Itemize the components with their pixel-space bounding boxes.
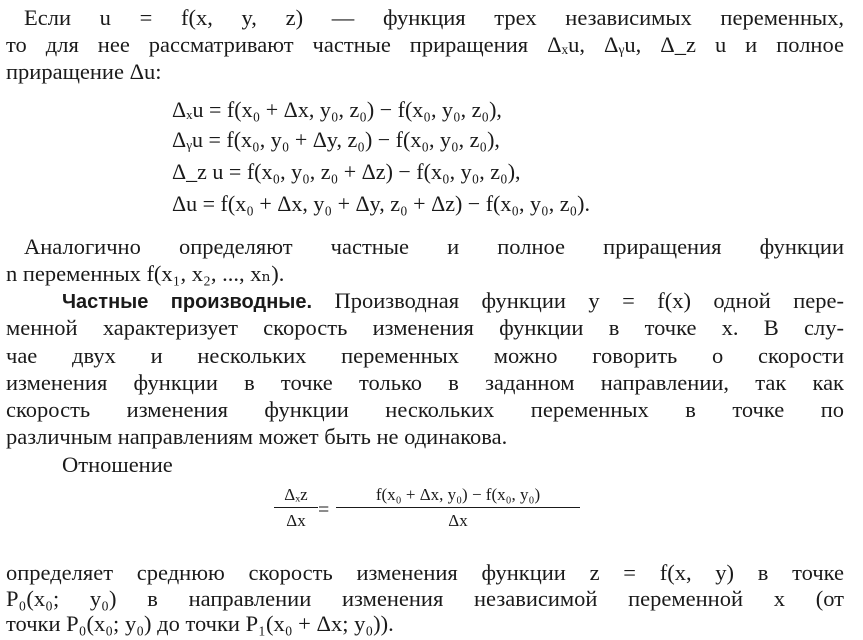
text-line: Аналогично определяют частные и полное приращения функции — [24, 234, 844, 259]
text-line: различным направлениям может быть не одинакова. — [6, 424, 508, 449]
fraction-right — [336, 484, 580, 532]
equals-sign: = — [318, 499, 330, 521]
text-line: чае двух и нескольких переменных можно говорить о скорости — [6, 343, 844, 368]
equation-line: Δ_z u = f(x₀, y₀, z₀ + Δz) − f(x₀, y₀, z₀), — [172, 159, 521, 184]
text-line: точки P₀(x₀; y₀) до точки P₁(x₀ + Δx; y₀)). — [6, 611, 394, 636]
equation-line: Δₓu = f(x₀ + Δx, y₀, z₀) − f(x₀, y₀, z₀), — [172, 97, 502, 122]
text-line: определяет среднюю скорость изменения функции z = f(x, y) в точке — [6, 560, 844, 585]
text-line: изменения функции в точке только в заданном направлении, так как — [6, 370, 844, 395]
text-line: менной характеризует скорость изменения функции в точке x. В слу- — [6, 315, 844, 340]
fraction-bar — [274, 507, 318, 508]
text-line: Если u = f(x, y, z) — функция трех независимых переменных, — [24, 5, 844, 30]
equation-line: Δu = f(x₀ + Δx, y₀ + Δy, z₀ + Δz) − f(x₀, y₀, z₀). — [172, 191, 590, 216]
text-line — [62, 287, 844, 316]
text-line: n переменных f(x₁, x₂, ..., xₙ). — [6, 261, 285, 286]
text-line: P₀(x₀; y₀) в направлении изменения независимой переменной x (от — [6, 586, 844, 611]
fraction-denominator: Δx — [448, 511, 468, 530]
fraction-denominator: Δx — [286, 511, 306, 530]
text-span: Производная функции y = f(x) одной пере- — [312, 288, 845, 313]
fraction-numerator: Δₓz — [284, 485, 308, 504]
fraction-bar — [336, 507, 580, 508]
text-line: скорость изменения функции нескольких переменных в точке по — [6, 397, 844, 422]
fraction-left — [274, 484, 318, 532]
text-line: Отношение — [62, 452, 173, 477]
equation-line: Δᵧu = f(x₀, y₀ + Δy, z₀) − f(x₀, y₀, z₀), — [172, 127, 500, 152]
section-heading: Частные производные. — [62, 291, 313, 313]
text-line: то для нее рассматривают частные приращения Δₓu, Δᵧu, Δ_z u и полное — [6, 32, 844, 57]
text-line: приращение Δu: — [6, 59, 162, 84]
fraction-numerator: f(x₀ + Δx, y₀) − f(x₀, y₀) — [375, 485, 541, 504]
